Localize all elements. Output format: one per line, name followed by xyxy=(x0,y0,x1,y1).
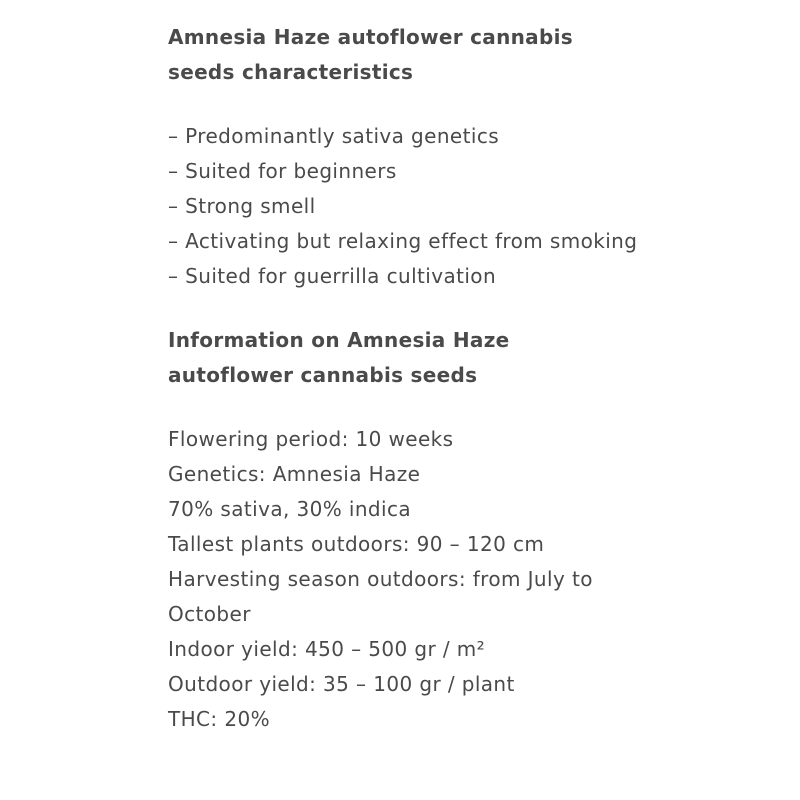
characteristics-list xyxy=(168,119,800,294)
thc-content: THC: 20% xyxy=(168,707,270,731)
information-list xyxy=(168,422,608,737)
indoor-yield: Indoor yield: 450 – 500 gr / m² xyxy=(168,637,486,661)
genetics: Genetics: Amnesia Haze xyxy=(168,462,421,486)
plant-height: Tallest plants outdoors: 90 – 120 cm xyxy=(168,532,545,556)
list-item: – Suited for beginners xyxy=(168,159,397,183)
list-item: – Suited for guerrilla cultivation xyxy=(168,264,497,288)
characteristics-heading: Amnesia Haze autoflower cannabis seeds characteristics xyxy=(168,25,573,84)
list-item: – Strong smell xyxy=(168,194,316,218)
list-item: – Activating but relaxing effect from smoking xyxy=(168,229,638,253)
information-heading: Information on Amnesia Haze autoflower cannabis seeds xyxy=(168,328,510,387)
harvest-season: Harvesting season outdoors: from July to October xyxy=(168,567,593,626)
list-item: – Predominantly sativa genetics xyxy=(168,124,500,148)
outdoor-yield: Outdoor yield: 35 – 100 gr / plant xyxy=(168,672,515,696)
sativa-indica-ratio: 70% sativa, 30% indica xyxy=(168,497,412,521)
flowering-period: Flowering period: 10 weeks xyxy=(168,427,454,451)
